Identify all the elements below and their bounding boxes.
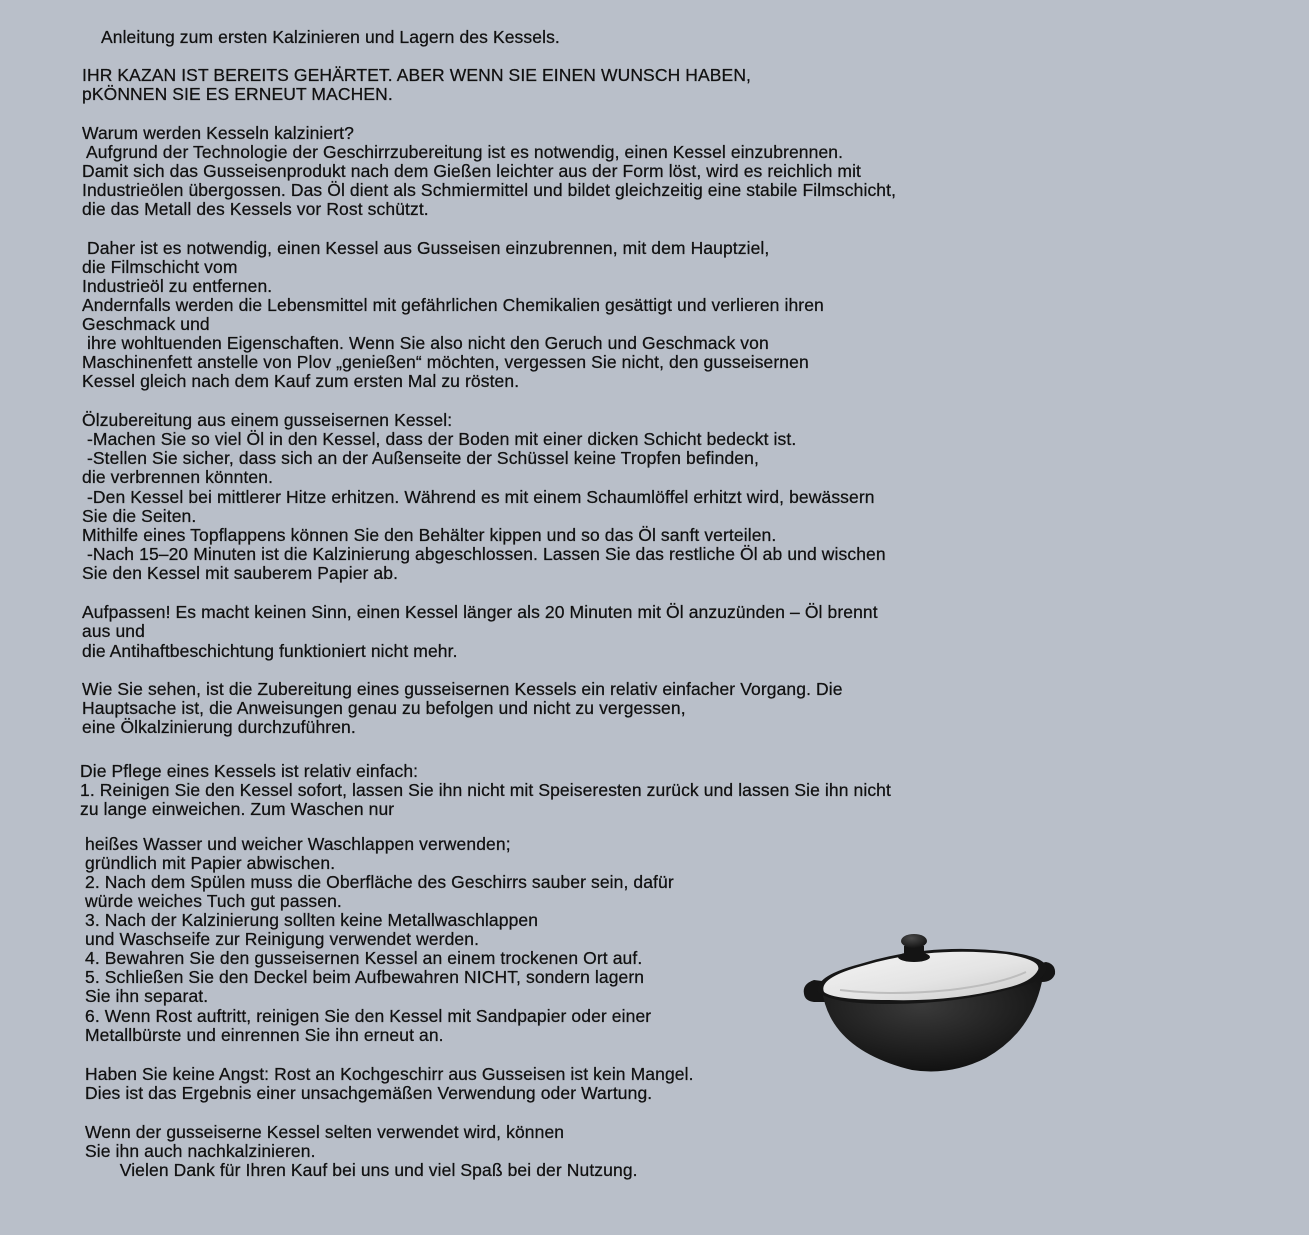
text-line: Sie ihn separat.	[85, 986, 209, 1006]
text-line: heißes Wasser und weicher Waschlappen verwenden;	[85, 834, 511, 854]
document-title: Anleitung zum ersten Kalzinieren und Lagern des Kessels.	[92, 27, 560, 47]
text-line: die Filmschicht vom	[82, 257, 238, 277]
text-line: IHR KAZAN IST BEREITS GEHÄRTET. ABER WENN SIE EINEN WUNSCH HABEN,	[82, 65, 752, 85]
list-item: 4. Bewahren Sie den gusseisernen Kessel an einem trockenen Ort auf.	[85, 948, 643, 968]
section-heading: Ölzubereitung aus einem gusseisernen Kessel:	[82, 410, 453, 430]
section-heading: Die Pflege eines Kessels ist relativ einfach:	[80, 761, 419, 781]
closing-thanks: Vielen Dank für Ihren Kauf bei uns und viel Spaß bei der Nutzung.	[85, 1160, 638, 1180]
text-line: Industrieölen übergossen. Das Öl dient als Schmiermittel und bildet gleichzeitig eine stabile Filmschicht,	[82, 180, 897, 200]
text-line: ihre wohltuenden Eigenschaften. Wenn Sie also nicht den Geruch und Geschmack von	[82, 333, 769, 353]
text-line: Damit sich das Gusseisenprodukt nach dem Gießen leichter aus der Form löst, wird es reichlich mit	[82, 161, 862, 181]
list-item: -Stellen Sie sicher, dass sich an der Außenseite der Schüssel keine Tropfen befinden,	[82, 448, 759, 468]
cast-iron-kazan-icon	[800, 930, 1060, 1078]
list-item: 6. Wenn Rost auftritt, reinigen Sie den Kessel mit Sandpapier oder einer	[85, 1006, 652, 1026]
text-line: Hauptsache ist, die Anweisungen genau zu befolgen und nicht zu vergessen,	[82, 698, 686, 718]
text-line: Wie Sie sehen, ist die Zubereitung eines gusseisernen Kessels ein relativ einfacher Vorgang. Die	[82, 679, 843, 699]
warning-text: die Antihaftbeschichtung funktioniert nicht mehr.	[82, 641, 458, 661]
text-line: Aufgrund der Technologie der Geschirrzubereitung ist es notwendig, einen Kessel einzubrennen.	[82, 142, 844, 162]
text-line: und Waschseife zur Reinigung verwendet werden.	[85, 929, 480, 949]
text-line: eine Ölkalzinierung durchzuführen.	[82, 717, 356, 737]
text-line: gründlich mit Papier abwischen.	[85, 853, 336, 873]
list-item: -Nach 15–20 Minuten ist die Kalzinierung abgeschlossen. Lassen Sie das restliche Öl ab und wischen	[82, 544, 886, 564]
text-line: Maschinenfett anstelle von Plov „genießen“ möchten, vergessen Sie nicht, den gusseisernen	[82, 352, 809, 372]
text-line: die verbrennen könnten.	[82, 467, 274, 487]
text-line: pKÖNNEN SIE ES ERNEUT MACHEN.	[82, 84, 393, 104]
text-line: Metallbürste und einrennen Sie ihn erneut an.	[85, 1025, 444, 1045]
text-line: Geschmack und	[82, 314, 210, 334]
text-line: würde weiches Tuch gut passen.	[85, 891, 342, 911]
text-line: Kessel gleich nach dem Kauf zum ersten Mal zu rösten.	[82, 371, 520, 391]
text-line: die das Metall des Kessels vor Rost schützt.	[82, 199, 429, 219]
list-item: 3. Nach der Kalzinierung sollten keine Metallwaschlappen	[85, 910, 539, 930]
list-item: -Den Kessel bei mittlerer Hitze erhitzen. Während es mit einem Schaumlöffel erhitzt wird, bewässern	[82, 487, 875, 507]
text-line: Dies ist das Ergebnis einer unsachgemäßen Verwendung oder Wartung.	[85, 1083, 653, 1103]
text-line: Sie den Kessel mit sauberem Papier ab.	[82, 563, 399, 583]
list-item: -Machen Sie so viel Öl in den Kessel, dass der Boden mit einer dicken Schicht bedeckt ist.	[82, 429, 797, 449]
text-line: Mithilfe eines Topflappens können Sie den Behälter kippen und so das Öl sanft verteilen.	[82, 525, 777, 545]
text-line: Industrieöl zu entfernen.	[82, 276, 273, 296]
text-line: Haben Sie keine Angst: Rost an Kochgeschirr aus Gusseisen ist kein Mangel.	[85, 1064, 694, 1084]
warning-text: Aufpassen! Es macht keinen Sinn, einen Kessel länger als 20 Minuten mit Öl anzuzünden – Öl brennt	[82, 602, 878, 622]
text-line: Andernfalls werden die Lebensmittel mit gefährlichen Chemikalien gesättigt und verlieren ihren	[82, 295, 824, 315]
text-line: Wenn der gusseiserne Kessel selten verwendet wird, können	[85, 1122, 565, 1142]
text-line: Daher ist es notwendig, einen Kessel aus Gusseisen einzubrennen, mit dem Hauptziel,	[82, 238, 770, 258]
warning-text: aus und	[82, 621, 145, 641]
text-line: Sie die Seiten.	[82, 506, 197, 526]
text-line: Sie ihn auch nachkalzinieren.	[85, 1141, 316, 1161]
section-heading: Warum werden Kesseln kalziniert?	[82, 123, 354, 143]
text-line: zu lange einweichen. Zum Waschen nur	[80, 799, 395, 819]
list-item: 1. Reinigen Sie den Kessel sofort, lassen Sie ihn nicht mit Speiseresten zurück und lassen Sie ihn nicht	[80, 780, 891, 800]
list-item: 5. Schließen Sie den Deckel beim Aufbewahren NICHT, sondern lagern	[85, 967, 645, 987]
list-item: 2. Nach dem Spülen muss die Oberfläche des Geschirrs sauber sein, dafür	[85, 872, 674, 892]
